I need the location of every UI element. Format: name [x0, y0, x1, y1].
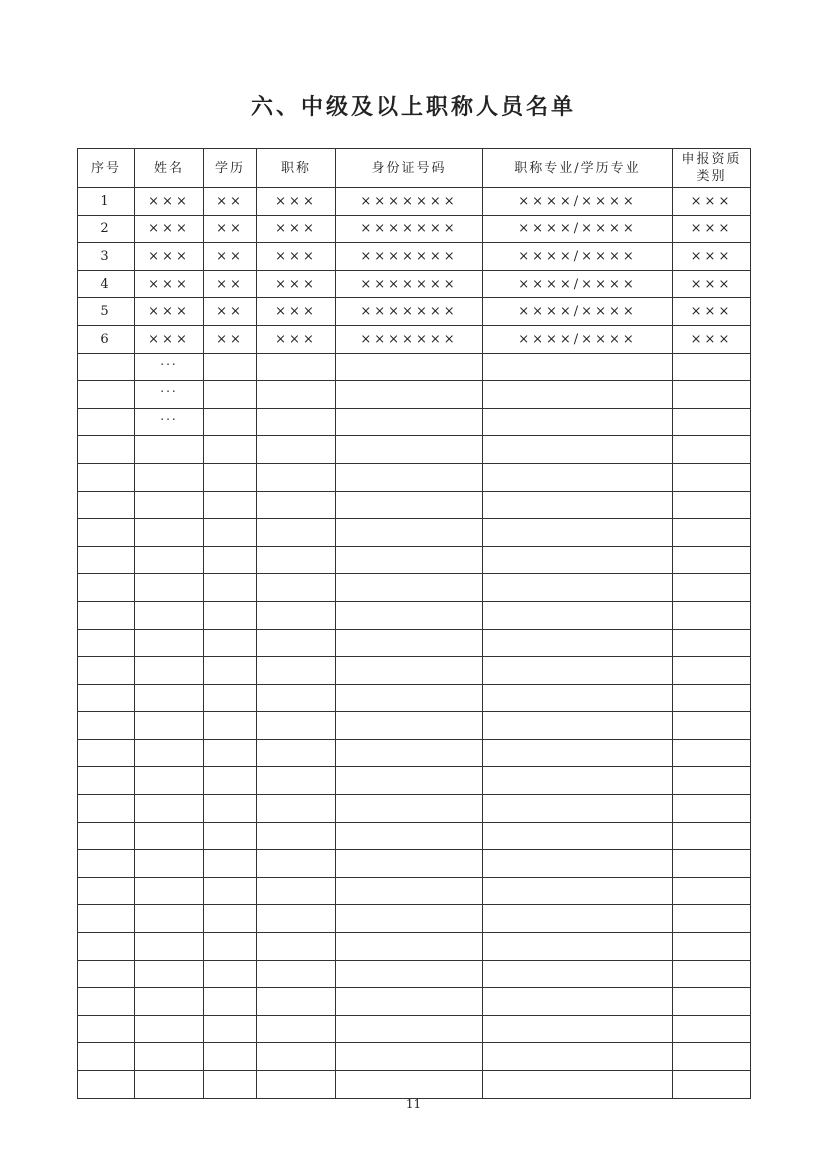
cell-name	[135, 546, 204, 574]
cell-major	[483, 519, 673, 547]
cell-qualification-type	[673, 546, 751, 574]
cell-index: 1	[78, 188, 135, 216]
cell-title: ×××	[257, 298, 336, 326]
cell-index	[78, 795, 135, 823]
cell-index	[78, 519, 135, 547]
cell-qualification-type	[673, 491, 751, 519]
cell-id-number	[336, 353, 483, 381]
cell-major	[483, 491, 673, 519]
cell-qualification-type	[673, 381, 751, 409]
cell-index	[78, 574, 135, 602]
cell-id-number	[336, 1043, 483, 1071]
table-row	[78, 933, 751, 961]
table-row	[78, 270, 751, 298]
cell-index	[78, 850, 135, 878]
cell-education	[204, 519, 257, 547]
cell-id-number	[336, 574, 483, 602]
cell-title	[257, 574, 336, 602]
cell-major	[483, 353, 673, 381]
cell-name: ×××	[135, 325, 204, 353]
cell-title	[257, 381, 336, 409]
cell-major	[483, 629, 673, 657]
cell-education	[204, 657, 257, 685]
cell-qualification-type	[673, 850, 751, 878]
cell-major	[483, 1043, 673, 1071]
cell-title	[257, 436, 336, 464]
cell-name	[135, 519, 204, 547]
cell-name: ×××	[135, 215, 204, 243]
cell-id-number	[336, 739, 483, 767]
cell-major	[483, 822, 673, 850]
cell-index	[78, 353, 135, 381]
cell-name	[135, 822, 204, 850]
cell-title	[257, 546, 336, 574]
cell-id-number	[336, 795, 483, 823]
table-row	[78, 905, 751, 933]
cell-major: ××××/××××	[483, 298, 673, 326]
cell-name	[135, 629, 204, 657]
cell-index	[78, 491, 135, 519]
table-row	[78, 1043, 751, 1071]
cell-major	[483, 546, 673, 574]
cell-id-number: ×××××××	[336, 188, 483, 216]
cell-name	[135, 1015, 204, 1043]
personnel-table	[77, 148, 751, 1099]
cell-education	[204, 546, 257, 574]
cell-qualification-type	[673, 1043, 751, 1071]
cell-qualification-type	[673, 767, 751, 795]
cell-education	[204, 877, 257, 905]
cell-qualification-type	[673, 877, 751, 905]
cell-index	[78, 933, 135, 961]
cell-index	[78, 960, 135, 988]
table-row	[78, 739, 751, 767]
cell-major	[483, 739, 673, 767]
table-row	[78, 767, 751, 795]
cell-qualification-type	[673, 795, 751, 823]
cell-major	[483, 712, 673, 740]
cell-title	[257, 353, 336, 381]
cell-qualification-type: ×××	[673, 243, 751, 271]
cell-title	[257, 933, 336, 961]
header-education: 学历	[204, 149, 257, 188]
table-row	[78, 877, 751, 905]
cell-education	[204, 574, 257, 602]
cell-id-number	[336, 519, 483, 547]
cell-id-number	[336, 933, 483, 961]
cell-id-number	[336, 1071, 483, 1099]
cell-qualification-type	[673, 1015, 751, 1043]
table-body	[78, 188, 751, 1099]
cell-id-number	[336, 491, 483, 519]
cell-education	[204, 491, 257, 519]
table-row	[78, 353, 751, 381]
cell-qualification-type	[673, 436, 751, 464]
cell-index	[78, 1043, 135, 1071]
table-row	[78, 243, 751, 271]
cell-qualification-type	[673, 1071, 751, 1099]
cell-id-number	[336, 684, 483, 712]
cell-qualification-type	[673, 519, 751, 547]
cell-title	[257, 960, 336, 988]
table-row	[78, 436, 751, 464]
cell-index	[78, 629, 135, 657]
cell-education	[204, 463, 257, 491]
cell-title	[257, 519, 336, 547]
table-row	[78, 381, 751, 409]
table-row	[78, 960, 751, 988]
cell-index: 5	[78, 298, 135, 326]
table-row	[78, 325, 751, 353]
cell-name	[135, 988, 204, 1016]
cell-title	[257, 657, 336, 685]
cell-qualification-type	[673, 905, 751, 933]
cell-title	[257, 1043, 336, 1071]
cell-name	[135, 877, 204, 905]
cell-id-number: ×××××××	[336, 215, 483, 243]
cell-title	[257, 491, 336, 519]
cell-qualification-type	[673, 574, 751, 602]
cell-major	[483, 574, 673, 602]
cell-qualification-type	[673, 960, 751, 988]
cell-qualification-type: ×××	[673, 298, 751, 326]
cell-name	[135, 905, 204, 933]
cell-qualification-type	[673, 657, 751, 685]
table-row	[78, 850, 751, 878]
cell-title	[257, 712, 336, 740]
cell-id-number: ×××××××	[336, 325, 483, 353]
cell-title	[257, 988, 336, 1016]
table-row	[78, 712, 751, 740]
cell-title	[257, 629, 336, 657]
table-row	[78, 795, 751, 823]
cell-index: 2	[78, 215, 135, 243]
cell-id-number	[336, 988, 483, 1016]
table-row	[78, 188, 751, 216]
cell-title	[257, 1015, 336, 1043]
cell-id-number	[336, 905, 483, 933]
table-row	[78, 822, 751, 850]
cell-title	[257, 795, 336, 823]
cell-id-number	[336, 1015, 483, 1043]
cell-index	[78, 767, 135, 795]
cell-education	[204, 353, 257, 381]
cell-index	[78, 905, 135, 933]
cell-major	[483, 877, 673, 905]
cell-major: ××××/××××	[483, 270, 673, 298]
cell-index	[78, 601, 135, 629]
cell-education	[204, 684, 257, 712]
cell-title	[257, 822, 336, 850]
header-name: 姓名	[135, 149, 204, 188]
cell-name: ...	[135, 353, 204, 381]
cell-major	[483, 657, 673, 685]
cell-education: ××	[204, 298, 257, 326]
cell-education	[204, 933, 257, 961]
cell-id-number	[336, 436, 483, 464]
cell-qualification-type	[673, 712, 751, 740]
cell-name	[135, 795, 204, 823]
cell-major: ××××/××××	[483, 243, 673, 271]
table-row	[78, 1071, 751, 1099]
cell-major	[483, 408, 673, 436]
table-row	[78, 408, 751, 436]
table-row	[78, 546, 751, 574]
cell-name: ×××	[135, 270, 204, 298]
cell-education	[204, 601, 257, 629]
cell-major	[483, 436, 673, 464]
cell-title	[257, 1071, 336, 1099]
cell-name: ...	[135, 381, 204, 409]
table-row	[78, 519, 751, 547]
cell-qualification-type: ×××	[673, 188, 751, 216]
table-row	[78, 574, 751, 602]
header-title: 职称	[257, 149, 336, 188]
cell-index	[78, 546, 135, 574]
cell-id-number	[336, 601, 483, 629]
cell-name	[135, 739, 204, 767]
cell-index	[78, 822, 135, 850]
table-row	[78, 988, 751, 1016]
cell-major	[483, 795, 673, 823]
cell-title	[257, 767, 336, 795]
cell-index	[78, 381, 135, 409]
cell-qualification-type	[673, 601, 751, 629]
cell-title	[257, 877, 336, 905]
cell-name	[135, 1071, 204, 1099]
cell-title: ×××	[257, 243, 336, 271]
cell-major	[483, 767, 673, 795]
cell-education: ××	[204, 215, 257, 243]
cell-index	[78, 1015, 135, 1043]
header-id-number: 身份证号码	[336, 149, 483, 188]
table-row	[78, 491, 751, 519]
cell-title	[257, 684, 336, 712]
cell-major	[483, 1015, 673, 1043]
cell-name: ×××	[135, 298, 204, 326]
page-number: 11	[405, 1097, 422, 1111]
cell-index	[78, 657, 135, 685]
cell-major: ××××/××××	[483, 188, 673, 216]
cell-education: ××	[204, 270, 257, 298]
cell-major: ××××/××××	[483, 215, 673, 243]
cell-qualification-type	[673, 988, 751, 1016]
cell-major	[483, 381, 673, 409]
cell-education	[204, 850, 257, 878]
cell-education: ××	[204, 188, 257, 216]
cell-index	[78, 1071, 135, 1099]
cell-education: ××	[204, 243, 257, 271]
header-index: 序号	[78, 149, 135, 188]
cell-index	[78, 739, 135, 767]
page-title: 六、中级及以上职称人员名单	[250, 95, 576, 120]
cell-index	[78, 463, 135, 491]
table-row	[78, 1015, 751, 1043]
table-row	[78, 298, 751, 326]
cell-name	[135, 463, 204, 491]
cell-major	[483, 960, 673, 988]
cell-education	[204, 960, 257, 988]
cell-name	[135, 933, 204, 961]
cell-education	[204, 795, 257, 823]
cell-major	[483, 601, 673, 629]
cell-id-number	[336, 960, 483, 988]
cell-id-number	[336, 546, 483, 574]
cell-education	[204, 712, 257, 740]
cell-qualification-type: ×××	[673, 215, 751, 243]
cell-name	[135, 491, 204, 519]
cell-title	[257, 905, 336, 933]
cell-title	[257, 850, 336, 878]
cell-major	[483, 905, 673, 933]
cell-qualification-type	[673, 353, 751, 381]
cell-title	[257, 408, 336, 436]
cell-index: 6	[78, 325, 135, 353]
cell-name	[135, 1043, 204, 1071]
cell-education	[204, 905, 257, 933]
cell-index	[78, 712, 135, 740]
cell-qualification-type	[673, 739, 751, 767]
cell-name	[135, 436, 204, 464]
cell-education	[204, 629, 257, 657]
cell-id-number	[336, 767, 483, 795]
cell-qualification-type	[673, 408, 751, 436]
cell-name: ...	[135, 408, 204, 436]
cell-education	[204, 381, 257, 409]
cell-major	[483, 850, 673, 878]
cell-index	[78, 988, 135, 1016]
cell-education	[204, 1071, 257, 1099]
cell-qualification-type	[673, 629, 751, 657]
cell-education	[204, 739, 257, 767]
cell-name: ×××	[135, 243, 204, 271]
table-row	[78, 463, 751, 491]
cell-education	[204, 767, 257, 795]
cell-title: ×××	[257, 215, 336, 243]
cell-qualification-type: ×××	[673, 325, 751, 353]
cell-name	[135, 767, 204, 795]
cell-title	[257, 739, 336, 767]
cell-name	[135, 601, 204, 629]
cell-name	[135, 657, 204, 685]
cell-name	[135, 574, 204, 602]
cell-education	[204, 988, 257, 1016]
cell-education	[204, 1015, 257, 1043]
cell-title: ×××	[257, 188, 336, 216]
cell-name	[135, 850, 204, 878]
cell-index	[78, 877, 135, 905]
cell-title: ×××	[257, 270, 336, 298]
cell-index	[78, 684, 135, 712]
cell-id-number	[336, 463, 483, 491]
table-row	[78, 629, 751, 657]
table-row	[78, 215, 751, 243]
cell-id-number: ×××××××	[336, 243, 483, 271]
cell-id-number	[336, 657, 483, 685]
cell-index: 4	[78, 270, 135, 298]
cell-name	[135, 684, 204, 712]
cell-education	[204, 822, 257, 850]
cell-major: ××××/××××	[483, 325, 673, 353]
cell-id-number	[336, 381, 483, 409]
cell-id-number	[336, 408, 483, 436]
header-qualification-type: 申报资质类别	[673, 149, 751, 188]
cell-qualification-type	[673, 822, 751, 850]
cell-education	[204, 408, 257, 436]
cell-index	[78, 436, 135, 464]
cell-index	[78, 408, 135, 436]
table-row	[78, 601, 751, 629]
cell-major	[483, 933, 673, 961]
cell-education	[204, 1043, 257, 1071]
cell-title: ×××	[257, 325, 336, 353]
cell-qualification-type: ×××	[673, 270, 751, 298]
cell-id-number	[336, 877, 483, 905]
cell-major	[483, 988, 673, 1016]
cell-major	[483, 1071, 673, 1099]
cell-id-number	[336, 629, 483, 657]
cell-name	[135, 712, 204, 740]
cell-index: 3	[78, 243, 135, 271]
cell-major	[483, 684, 673, 712]
table-row	[78, 684, 751, 712]
cell-title	[257, 463, 336, 491]
cell-id-number	[336, 822, 483, 850]
cell-qualification-type	[673, 463, 751, 491]
cell-name: ×××	[135, 188, 204, 216]
table-row	[78, 657, 751, 685]
cell-id-number: ×××××××	[336, 298, 483, 326]
cell-id-number: ×××××××	[336, 270, 483, 298]
cell-name	[135, 960, 204, 988]
cell-major	[483, 463, 673, 491]
cell-id-number	[336, 712, 483, 740]
cell-qualification-type	[673, 684, 751, 712]
cell-qualification-type	[673, 933, 751, 961]
cell-title	[257, 601, 336, 629]
header-major: 职称专业/学历专业	[483, 149, 673, 188]
cell-id-number	[336, 850, 483, 878]
cell-education: ××	[204, 325, 257, 353]
table-header-row	[78, 149, 751, 188]
cell-education	[204, 436, 257, 464]
